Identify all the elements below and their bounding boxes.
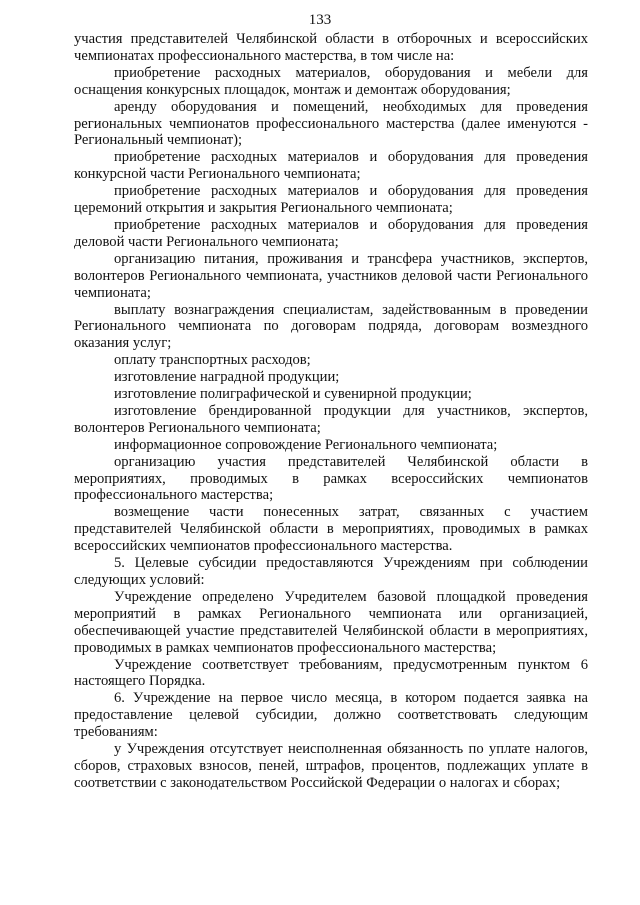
paragraph: изготовление полиграфической и сувенирной продукции; (114, 386, 472, 403)
paragraph: изготовление брендированной продукции для участников, экспертов, волонтеров Регионального чемпионата; (74, 402, 588, 436)
paragraph: приобретение расходных материалов и оборудования для проведения конкурсной части Регионального чемпионата; (74, 149, 588, 183)
paragraph: изготовление наградной продукции; (114, 369, 340, 386)
paragraph: приобретение расходных материалов и оборудования для проведения деловой части Регионального чемпионата; (74, 216, 588, 250)
paragraph: Учреждение определено Учредителем базовой площадкой проведения мероприятий в рамках Регионального чемпионата или организацией, обеспечивающей участие представителей Челябинской области в мероприятиях, проводимых в рамках чемпионатов профессионального мастерства; (74, 588, 588, 656)
paragraph: Учреждение соответствует требованиям, предусмотренным пунктом 6 настоящего Порядка. (74, 656, 588, 690)
paragraph: приобретение расходных материалов и оборудования для проведения церемоний открытия и закрытия Регионального чемпионата; (74, 183, 588, 217)
paragraph: 6. Учреждение на первое число месяца, в котором подается заявка на предоставление целевой субсидии, должно соответствовать следующим требованиям: (74, 690, 588, 741)
document-body (74, 31, 588, 792)
paragraph: оплату транспортных расходов; (114, 352, 311, 369)
paragraph: возмещение части понесенных затрат, связанных с участием представителей Челябинской области в мероприятиях, проводимых в рамках всероссийских чемпионатов профессионального мастерства. (74, 504, 588, 555)
paragraph: выплату вознаграждения специалистам, задействованным в проведении Регионального чемпионата по договорам подряда, договорам возмездного оказания услуг; (74, 301, 588, 352)
paragraph: организацию питания, проживания и трансфера участников, экспертов, волонтеров Регионального чемпионата, участников деловой части Регионального чемпионата; (74, 250, 588, 301)
page-number: 133 (308, 12, 332, 28)
paragraph: аренду оборудования и помещений, необходимых для проведения региональных чемпионатов профессионального мастерства (далее именуются - Региональный чемпионат); (74, 98, 588, 149)
paragraph: у Учреждения отсутствует неисполненная обязанность по уплате налогов, сборов, страховых взносов, пеней, штрафов, процентов, подлежащих уплате в соответствии с законодательством Российской Федерации о налогах и сборах; (74, 741, 588, 791)
paragraph: информационное сопровождение Регионального чемпионата; (114, 436, 498, 453)
paragraph: организацию участия представителей Челябинской области в мероприятиях, проводимых в рамках всероссийских чемпионатов профессионального мастерства; (74, 453, 588, 504)
paragraph: участия представителей Челябинской области в отборочных и всероссийских чемпионатах профессионального мастерства, в том числе на: (74, 31, 588, 64)
paragraph: приобретение расходных материалов, оборудования и мебели для оснащения конкурсных площадок, монтаж и демонтаж оборудования; (74, 64, 588, 98)
paragraph: 5. Целевые субсидии предоставляются Учреждениям при соблюдении следующих условий: (74, 555, 588, 588)
